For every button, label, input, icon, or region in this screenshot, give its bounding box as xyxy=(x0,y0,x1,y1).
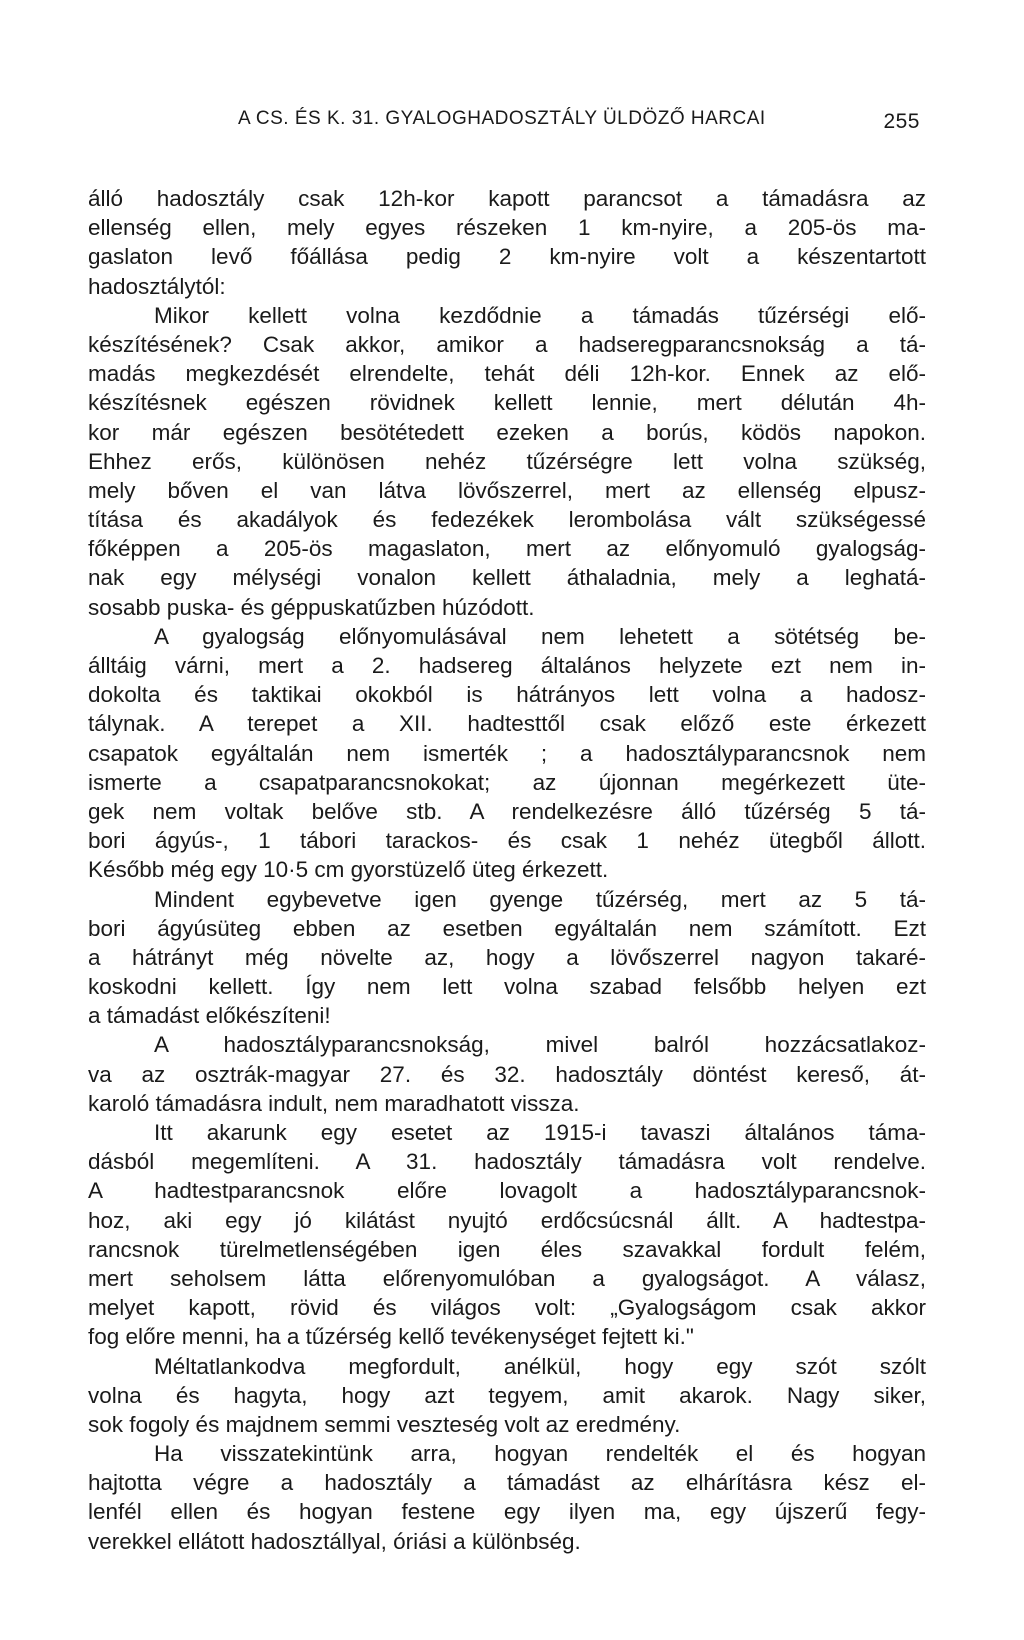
text-line: títása és akadályok és fedezékek lerombolása vált szükségessé xyxy=(88,507,926,533)
text-line: rancsnok türelmetlenségében igen éles szavakkal fordult felém, xyxy=(88,1236,926,1262)
text-line: A hadtestparancsnok előre lovagolt a hadosztályparancsnok- xyxy=(88,1178,926,1204)
text-line: dokolta és taktikai okokból is hátrányos lett volna a hadosz- xyxy=(88,682,926,708)
text-line: Mikor kellett volna kezdődnie a támadás tűzérségi elő- xyxy=(154,302,926,328)
running-title: A CS. ÉS K. 31. GYALOGHADOSZTÁLY ÜLDÖZŐ HARCAI xyxy=(238,108,766,129)
text-line: volna és hagyta, hogy azt tegyem, amit akarok. Nagy siker, xyxy=(88,1382,926,1408)
text-line: gek nem voltak belőve stb. A rendelkezésre álló tűzérség 5 tá- xyxy=(88,798,926,824)
text-line: csapatok egyáltalán nem ismerték ; a hadosztályparancsnok nem xyxy=(88,740,926,766)
text-line: dásból megemlíteni. A 31. hadosztály támadásra volt rendelve. xyxy=(88,1149,926,1175)
text-line: kor már egészen besötétedett ezeken a borús, ködös napokon. xyxy=(88,419,926,445)
page-number: 255 xyxy=(883,110,920,133)
text-line: madás megkezdését elrendelte, tehát déli 12h-kor. Ennek az elő- xyxy=(88,361,926,387)
text-line: melyet kapott, rövid és világos volt: „Gyalogságom csak akkor xyxy=(88,1295,926,1321)
text-line: ellenség ellen, mely egyes részeken 1 km-nyire, a 205-ös ma- xyxy=(88,215,926,241)
body-text xyxy=(88,184,926,1556)
text-line: nak egy mélységi vonalon kellett áthaladnia, mely a leghatá- xyxy=(88,565,926,591)
text-line: gaslaton levő főállása pedig 2 km-nyire volt a készentartott xyxy=(88,244,926,270)
text-line: hoz, aki egy jó kilátást nyujtó erdőcsúcsnál állt. A hadtestpa- xyxy=(88,1207,926,1233)
text-line: mely bőven el van látva lövőszerrel, mert az ellenség elpusz- xyxy=(88,477,926,503)
text-line: bori ágyús-, 1 tábori tarackos- és csak 1 nehéz ütegből állott. xyxy=(88,828,926,854)
text-line: főképpen a 205-ös magaslaton, mert az előnyomuló gyalogság- xyxy=(88,536,926,562)
text-line: Itt akarunk egy esetet az 1915-i tavaszi általános táma- xyxy=(154,1120,926,1145)
text-line: sosabb puska- és géppuskatűzben húzódott. xyxy=(88,594,535,620)
text-line: Mindent egybevetve igen gyenge tűzérség, mert az 5 tá- xyxy=(154,886,926,912)
text-line: verekkel ellátott hadosztállyal, óriási a különbség. xyxy=(88,1528,581,1554)
book-page xyxy=(88,96,926,1596)
text-line: álltáig várni, mert a 2. hadsereg általános helyzete ezt nem in- xyxy=(88,653,926,678)
text-line: Ehhez erős, különösen nehéz tűzérségre lett volna szükség, xyxy=(88,448,926,474)
text-line: mert seholsem látta előrenyomulóban a gyalogságot. A válasz, xyxy=(88,1265,926,1291)
text-line: karoló támadásra indult, nem maradhatott vissza. xyxy=(88,1090,580,1116)
text-line: a hátrányt még növelte az, hogy a lövőszerrel nagyon takaré- xyxy=(88,944,926,970)
text-line: készítésének? Csak akkor, amikor a hadseregparancsnokság a tá- xyxy=(88,331,926,357)
text-line: hadosztálytól: xyxy=(88,273,226,299)
running-head xyxy=(88,96,926,136)
text-line: Ha visszatekintünk arra, hogyan rendelték el és hogyan xyxy=(154,1441,926,1467)
text-line: A gyalogság előnyomulásával nem lehetett a sötétség be- xyxy=(154,623,926,649)
text-line: koskodni kellett. Így nem lett volna szabad felsőbb helyen ezt xyxy=(88,974,926,1000)
text-line: tálynak. A terepet a XII. hadtesttől csak előző este érkezett xyxy=(88,711,926,737)
text-line: készítésnek egészen rövidnek kellett lennie, mert délután 4h- xyxy=(88,390,926,416)
text-line: a támadást előkészíteni! xyxy=(88,1003,331,1029)
text-line: álló hadosztály csak 12h-kor kapott parancsot a támadásra az xyxy=(88,186,926,211)
text-line: bori ágyúsüteg ebben az esetben egyáltalán nem számított. Ezt xyxy=(88,915,926,941)
text-line: hajtotta végre a hadosztály a támadást az elhárításra kész el- xyxy=(88,1470,926,1496)
text-line: A hadosztályparancsnokság, mivel balról hozzácsatlakoz- xyxy=(154,1032,926,1058)
text-line: Később még egy 10·5 cm gyorstüzelő üteg érkezett. xyxy=(88,857,609,883)
text-line: va az osztrák-magyar 27. és 32. hadosztály döntést kereső, át- xyxy=(88,1061,926,1087)
text-line: lenfél ellen és hogyan festene egy ilyen ma, egy újszerű fegy- xyxy=(88,1499,926,1525)
text-line: ismerte a csapatparancsnokokat; az újonnan megérkezett üte- xyxy=(88,769,926,795)
text-line: Méltatlankodva megfordult, anélkül, hogy egy szót szólt xyxy=(154,1353,926,1379)
text-line: sok fogoly és majdnem semmi veszteség volt az eredmény. xyxy=(88,1411,681,1437)
text-line: fog előre menni, ha a tűzérség kellő tevékenységet fejtett ki." xyxy=(88,1324,694,1350)
